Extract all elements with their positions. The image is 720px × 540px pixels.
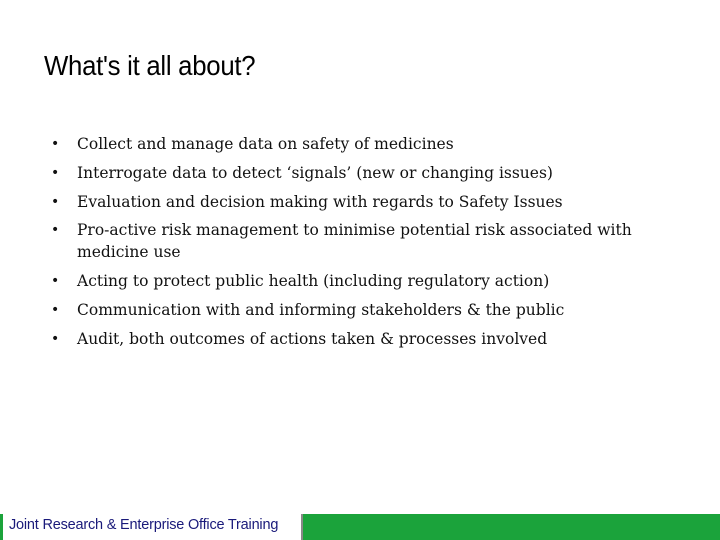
bullet-icon: • bbox=[51, 222, 60, 239]
footer-label-box bbox=[0, 514, 303, 540]
list-item bbox=[49, 328, 699, 350]
list-item bbox=[49, 191, 699, 213]
bullet-text: Collect and manage data on safety of medicines bbox=[77, 135, 454, 153]
bullet-text: Communication with and informing stakeholders & the public bbox=[77, 300, 565, 319]
list-item bbox=[49, 162, 699, 184]
bullet-icon: • bbox=[51, 301, 60, 318]
list-item bbox=[49, 299, 699, 321]
bullet-icon: • bbox=[51, 330, 60, 347]
bullet-icon: • bbox=[51, 164, 60, 181]
bullet-icon: • bbox=[51, 273, 60, 290]
list-item bbox=[49, 219, 699, 263]
footer-label: Joint Research & Enterprise Office Training bbox=[9, 517, 279, 533]
list-item bbox=[49, 270, 699, 292]
bullet-text: Interrogate data to detect ‘signals’ (new or changing issues) bbox=[77, 163, 553, 182]
slide-title: What's it all about? bbox=[44, 50, 256, 81]
bullet-text: Pro-active risk management to minimise potential risk associated with medicine use bbox=[77, 221, 632, 262]
footer bbox=[0, 514, 720, 540]
bullet-text: Evaluation and decision making with regards to Safety Issues bbox=[77, 192, 563, 211]
bullet-list bbox=[49, 133, 699, 357]
bullet-icon: • bbox=[51, 193, 60, 210]
list-item bbox=[49, 133, 699, 155]
bullet-text: Audit, both outcomes of actions taken & processes involved bbox=[77, 329, 548, 348]
bullet-icon: • bbox=[51, 136, 60, 152]
bullet-text: Acting to protect public health (including regulatory action) bbox=[77, 272, 550, 291]
